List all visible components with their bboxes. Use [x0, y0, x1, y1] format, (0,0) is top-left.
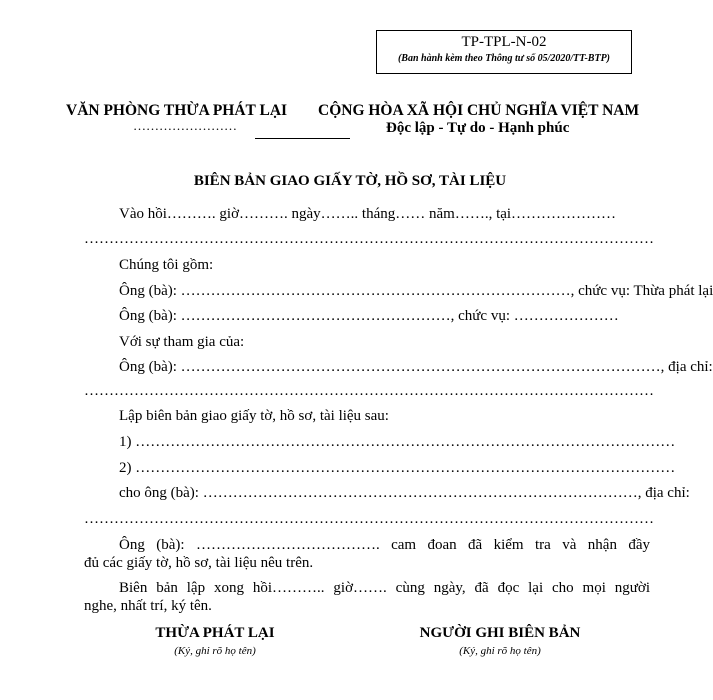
office-name: VĂN PHÒNG THỪA PHÁT LẠI	[66, 102, 288, 119]
country-name: CỘNG HÒA XÃ HỘI CHỦ NGHĨA VIỆT NAM	[318, 102, 640, 119]
recorder-signature-note: (Ký, ghi rõ họ tên)	[459, 645, 541, 657]
second-person-line: Ông (bà): ………………………………………………, chức vụ: …………………	[119, 308, 619, 324]
participant-continuation: ……………………………………………………………………………………………………	[84, 383, 654, 399]
national-motto: Độc lập - Tự do - Hạnh phúc	[386, 120, 570, 136]
participant-line: Ông (bà): ……………………………………………………………………………………, địa chỉ:	[119, 359, 713, 375]
closing-continuation: nghe, nhất trí, ký tên.	[84, 598, 212, 614]
item-1-line: 1) ………………………………………………………………………………………………	[119, 434, 676, 450]
we-include-label: Chúng tôi gồm:	[119, 257, 214, 273]
form-code-box	[376, 30, 632, 74]
form-code: TP-TPL-N-02	[461, 34, 547, 50]
time-place-line: Vào hồi………. giờ………. ngày…….. tháng…… năm……., tại…………………	[119, 206, 617, 222]
document-title: BIÊN BẢN GIAO GIẤY TỜ, HỒ SƠ, TÀI LIỆU	[193, 173, 507, 189]
recipient-continuation: ……………………………………………………………………………………………………	[84, 511, 654, 527]
bailiff-person-line: Ông (bà): ……………………………………………………………………, chức vụ: Thừa phát lại	[119, 283, 713, 299]
form-issuance-note: (Ban hành kèm theo Thông tư số 05/2020/TT-BTP)	[397, 53, 611, 64]
commitment-line: Ông (bà): ………………………………. cam đoan đã kiểm tra và nhận đầy	[119, 537, 650, 553]
closing-line: Biên bản lập xong hồi……….. giờ……. cùng ngày, đã đọc lại cho mọi người	[119, 580, 650, 596]
recipient-line: cho ông (bà): ……………………………………………………………………………, địa chỉ:	[119, 485, 690, 501]
commitment-continuation: đủ các giấy tờ, hồ sơ, tài liệu nêu trên.	[84, 555, 314, 571]
motto-underline	[255, 138, 350, 139]
bailiff-signature-title: THỪA PHÁT LẠI	[155, 625, 275, 641]
record-intro: Lập biên bản giao giấy tờ, hồ sơ, tài liệu sau:	[119, 408, 389, 424]
recorder-signature-title: NGƯỜI GHI BIÊN BẢN	[419, 625, 581, 641]
office-name-blank: ……………………	[133, 118, 237, 133]
bailiff-signature-note: (Ký, ghi rõ họ tên)	[174, 645, 256, 657]
participation-label: Với sự tham gia của:	[119, 334, 245, 350]
item-2-line: 2) ………………………………………………………………………………………………	[119, 460, 676, 476]
time-place-continuation: ……………………………………………………………………………………………………	[84, 231, 654, 247]
